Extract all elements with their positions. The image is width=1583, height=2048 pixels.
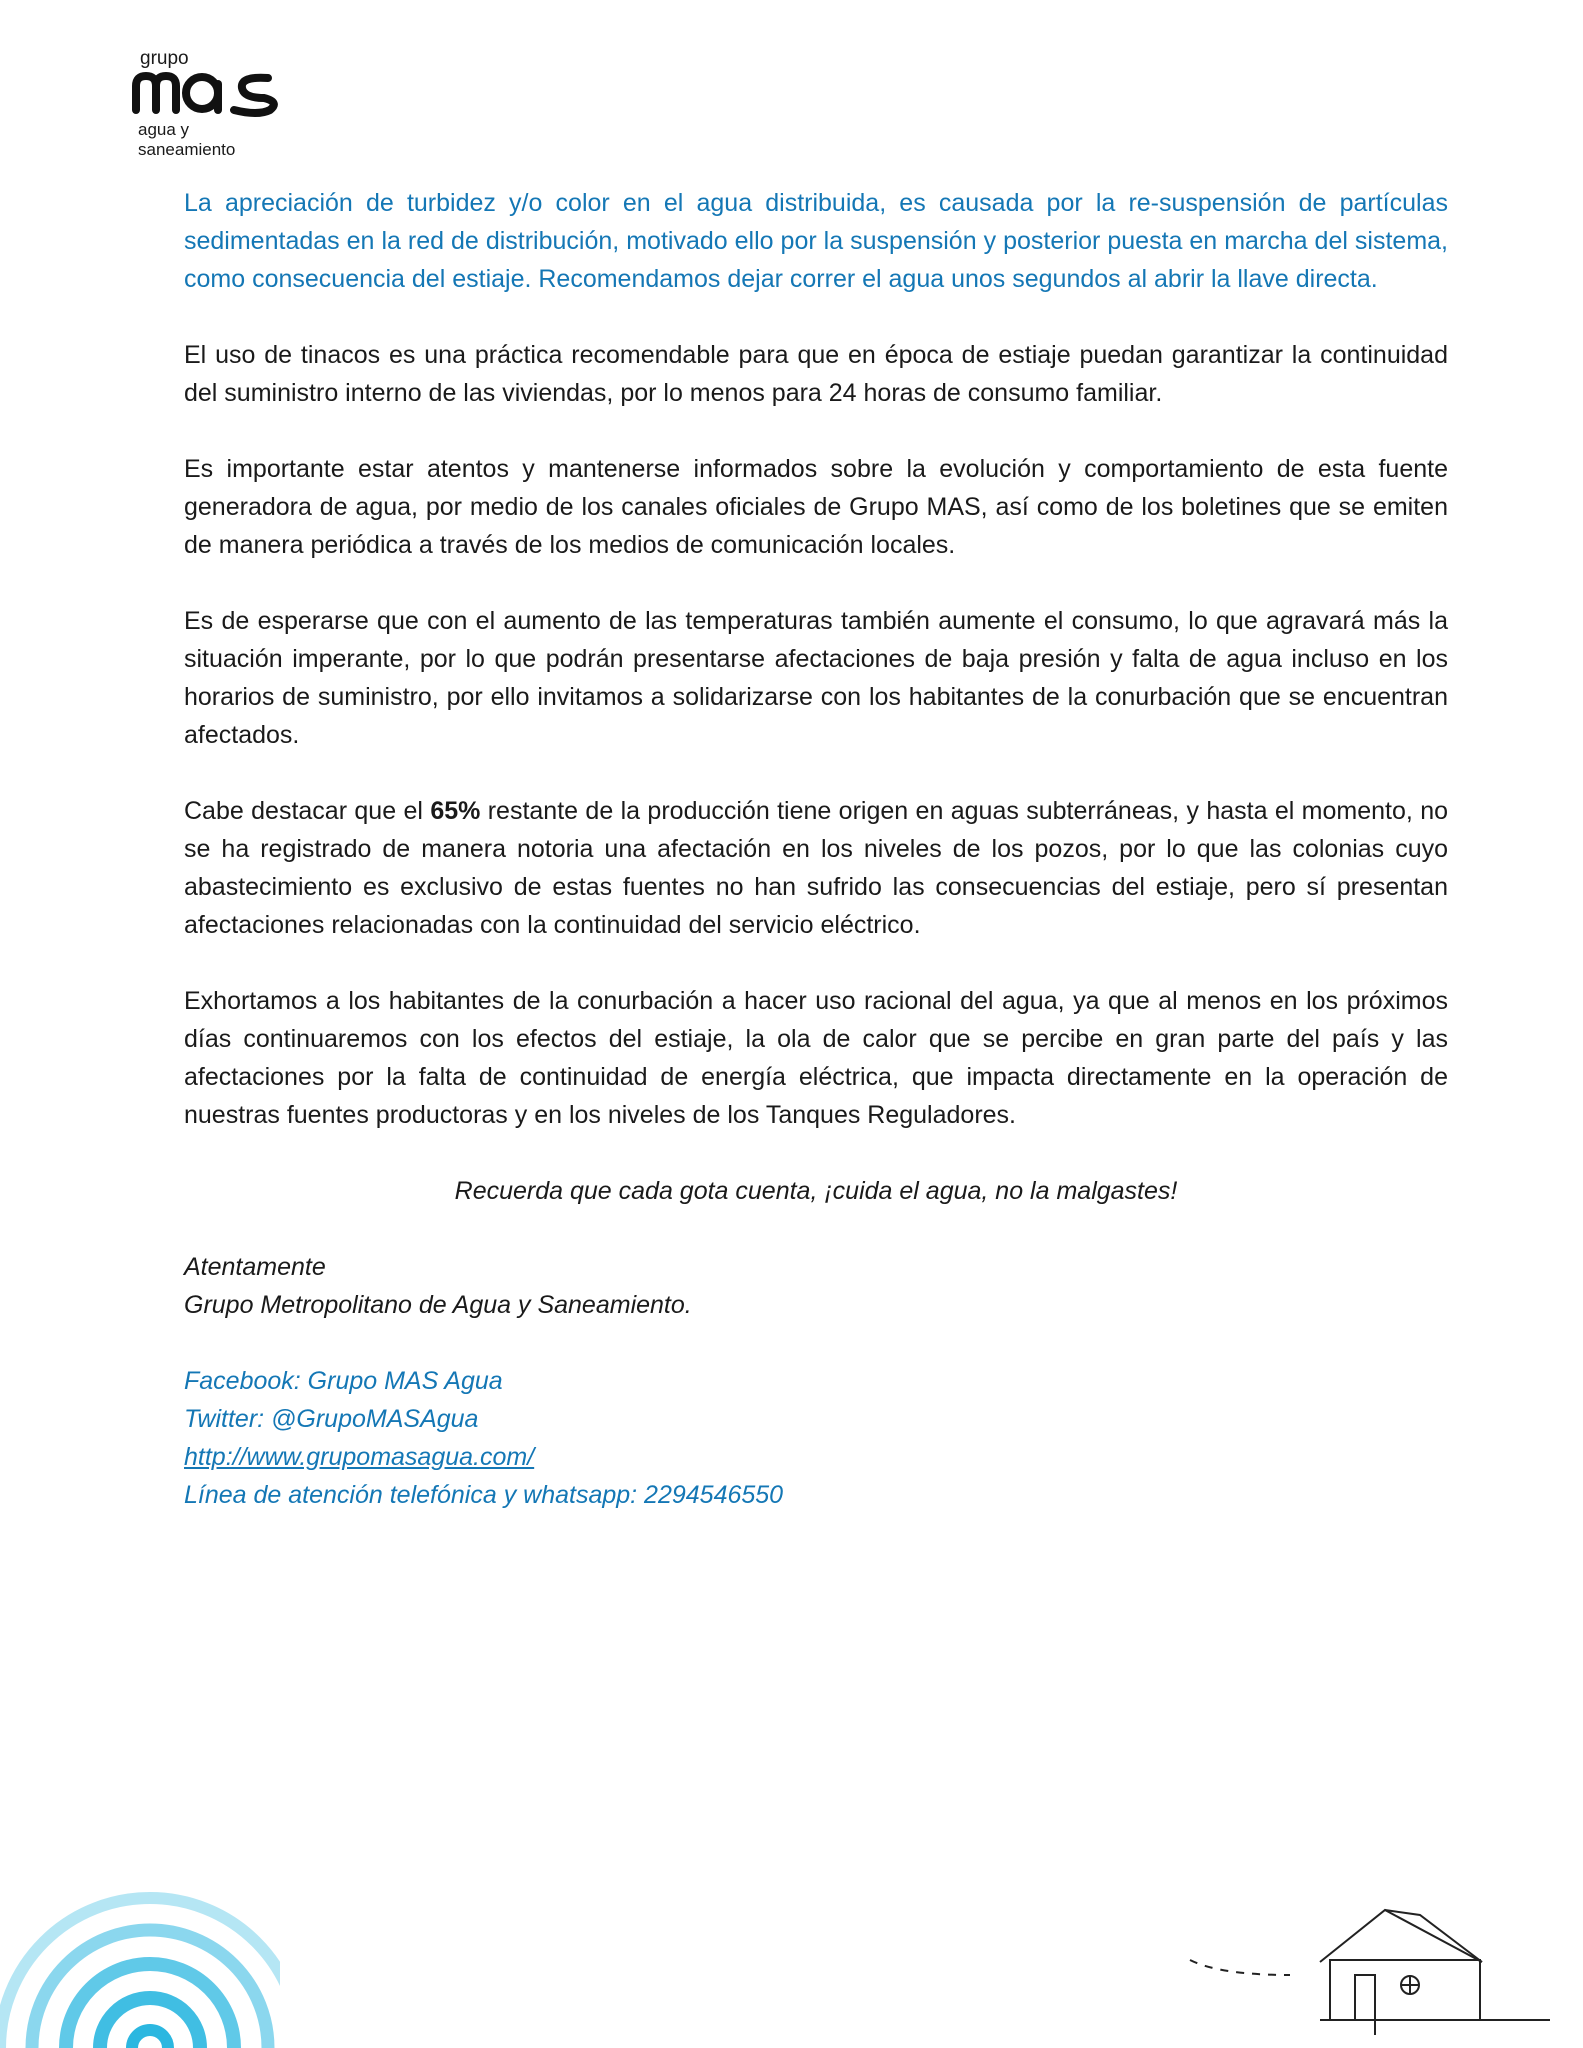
paragraph-subterraneas-end: restante de la producción tiene origen en aguas subterráneas, y hasta el momento, no se ha registrado de manera notoria una afectación en los niveles de los pozos, por lo que las colonias cuyo abastecimiento es exclusivo de estas fuentes no han sufrido las consecuencias del estiaje, pero sí presentan afectaciones relacionadas con la continuidad del servicio eléctrico. [184,797,1449,939]
logo-mas-wordmark [130,66,290,118]
lead-paragraph: La apreciación de turbidez y/o color en el agua distribuida, es causada por la re-suspensión de partículas sedimentadas en la red de distribución, motivado ello por la suspensión y posterior puesta en marcha del sistema, como consecuencia del estiaje. Recomendamos dejar correr el agua unos segundos al abrir la llave directa. [184,189,1448,293]
percentage-highlight: 65% [430,797,481,825]
paragraph-temperaturas: Es de esperarse que con el aumento de las temperaturas también aumente el consumo, lo que agravará más la situación imperante, por lo que podrán presentarse afectaciones de baja presión y falta de agua incluso en los horarios de suministro, por ello invitamos a solidarizarse con los habitantes de la conurbación que se encuentran afectados. [184,607,1448,749]
signature-organization: Grupo Metropolitano de Agua y Saneamiento. [184,1291,692,1319]
paragraph-tinacos: El uso de tinacos es una práctica recomendable para que en época de estiaje puedan garantizar la continuidad del suministro interno de las viviendas, por lo menos para 24 horas de consumo familiar. [184,341,1448,407]
contact-facebook: Facebook: Grupo MAS Agua [184,1367,503,1395]
water-waves-graphic [0,1870,280,2048]
closing-quote: Recuerda que cada gota cuenta, ¡cuida el agua, no la malgastes! [454,1177,1178,1205]
signature-block [184,1248,1448,1324]
website-link[interactable]: http://www.grupomasagua.com/ [184,1443,535,1471]
contact-block [184,1362,1448,1514]
contact-phone: Línea de atención telefónica y whatsapp: 2294546550 [184,1481,784,1509]
brand-logo [130,48,300,163]
paragraph-informados: Es importante estar atentos y mantenerse informados sobre la evolución y comportamiento de esta fuente generadora de agua, por medio de los canales oficiales de Grupo MAS, así como de los boletines que se emiten de manera periódica a través de los medios de comunicación locales. [184,455,1448,559]
paragraph-subterraneas-start: Cabe destacar que el [184,797,431,825]
paragraph-exhortamos: Exhortamos a los habitantes de la conurbación a hacer uso racional del agua, ya que al menos en los próximos días continuaremos con los efectos del estiaje, la ola de calor que se percibe en gran parte del país y las afectaciones por la falta de continuidad de energía eléctrica, que impacta directamente en la operación de nuestras fuentes productoras y en los niveles de los Tanques Reguladores. [184,987,1448,1129]
logo-grupo-text: grupo [140,48,189,69]
contact-twitter: Twitter: @GrupoMASAgua [184,1405,479,1433]
document-body [184,184,1448,1514]
signature-closing: Atentamente [184,1253,326,1281]
paragraph-subterraneas [184,792,1448,944]
logo-line-agua: agua y [138,120,190,139]
house-sketch-illustration [1180,1880,1550,2040]
logo-line-saneamiento: saneamiento [138,140,236,159]
